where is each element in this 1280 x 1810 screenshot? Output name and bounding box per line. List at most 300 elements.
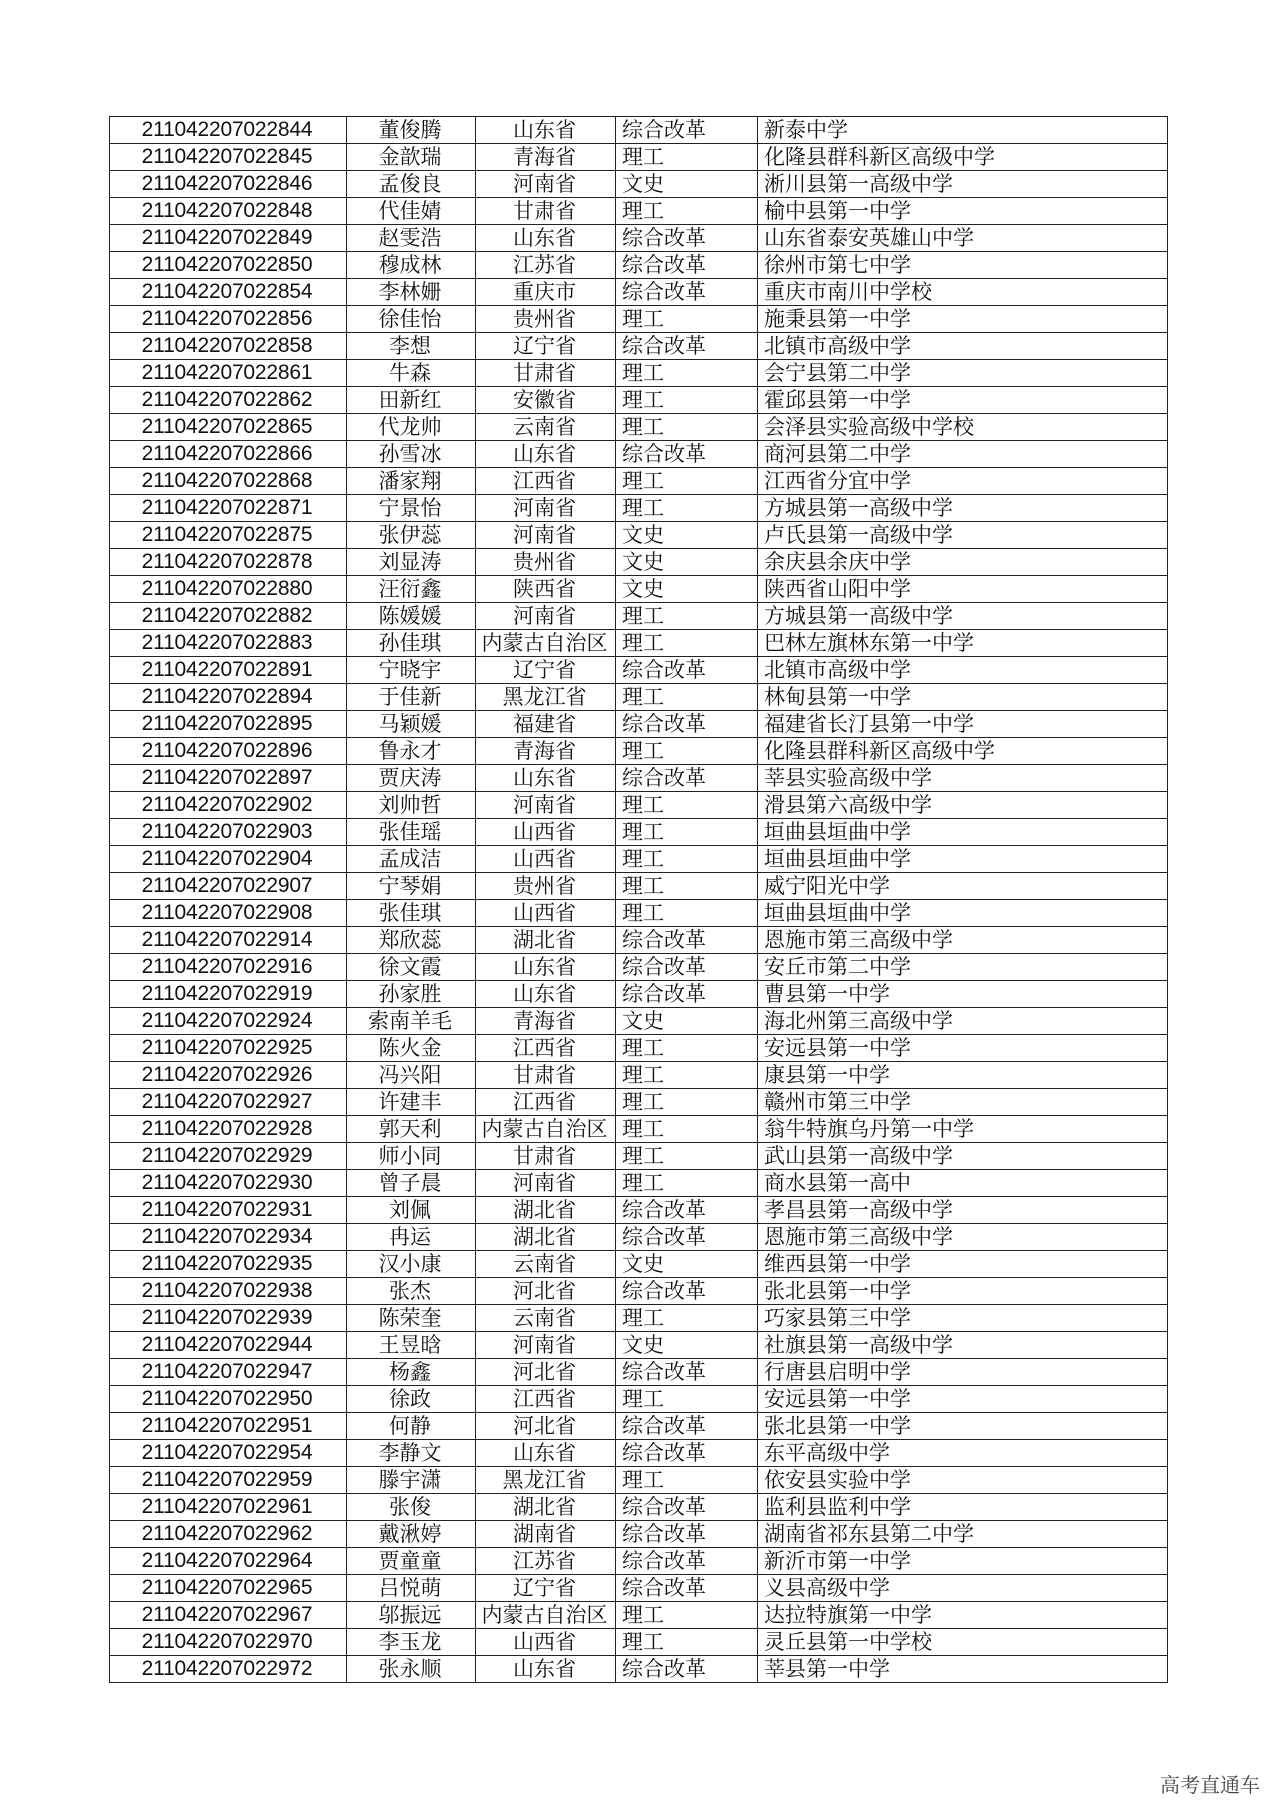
table-row	[110, 1251, 1168, 1278]
subject-category-cell: 综合改革	[616, 765, 758, 792]
province-cell: 湖北省	[476, 927, 616, 954]
province-cell: 云南省	[476, 1305, 616, 1332]
school-cell: 垣曲县垣曲中学	[758, 819, 1168, 846]
subject-category-cell: 综合改革	[616, 1656, 758, 1683]
province-cell: 湖南省	[476, 1521, 616, 1548]
province-cell: 湖北省	[476, 1224, 616, 1251]
school-cell: 会泽县实验高级中学校	[758, 414, 1168, 441]
province-cell: 青海省	[476, 738, 616, 765]
school-cell: 江西省分宜中学	[758, 468, 1168, 495]
table-row	[110, 1035, 1168, 1062]
exam-id-cell: 211042207022965	[110, 1575, 347, 1602]
school-cell: 新沂市第一中学	[758, 1548, 1168, 1575]
student-name-cell: 徐文霞	[347, 954, 476, 981]
school-cell: 维西县第一中学	[758, 1251, 1168, 1278]
subject-category-cell: 文史	[616, 522, 758, 549]
subject-category-cell: 综合改革	[616, 1413, 758, 1440]
school-cell: 会宁县第二中学	[758, 360, 1168, 387]
province-cell: 辽宁省	[476, 1575, 616, 1602]
school-cell: 赣州市第三中学	[758, 1089, 1168, 1116]
subject-category-cell: 理工	[616, 819, 758, 846]
student-name-cell: 李玉龙	[347, 1629, 476, 1656]
student-name-cell: 鲁永才	[347, 738, 476, 765]
subject-category-cell: 理工	[616, 603, 758, 630]
province-cell: 内蒙古自治区	[476, 1116, 616, 1143]
student-name-cell: 曾子晨	[347, 1170, 476, 1197]
exam-id-cell: 211042207022858	[110, 333, 347, 360]
school-cell: 林甸县第一中学	[758, 684, 1168, 711]
exam-id-cell: 211042207022848	[110, 198, 347, 225]
student-name-cell: 汪衍鑫	[347, 576, 476, 603]
table-row	[110, 711, 1168, 738]
subject-category-cell: 理工	[616, 900, 758, 927]
province-cell: 河南省	[476, 1170, 616, 1197]
watermark-text: 高考直通车	[1160, 1773, 1260, 1797]
province-cell: 山东省	[476, 981, 616, 1008]
subject-category-cell: 综合改革	[616, 1224, 758, 1251]
province-cell: 河南省	[476, 495, 616, 522]
exam-id-cell: 211042207022927	[110, 1089, 347, 1116]
exam-id-cell: 211042207022850	[110, 252, 347, 279]
subject-category-cell: 文史	[616, 1251, 758, 1278]
subject-category-cell: 理工	[616, 1116, 758, 1143]
exam-id-cell: 211042207022902	[110, 792, 347, 819]
school-cell: 海北州第三高级中学	[758, 1008, 1168, 1035]
subject-category-cell: 理工	[616, 360, 758, 387]
province-cell: 江西省	[476, 1089, 616, 1116]
subject-category-cell: 理工	[616, 738, 758, 765]
student-name-cell: 穆成林	[347, 252, 476, 279]
subject-category-cell: 综合改革	[616, 1521, 758, 1548]
province-cell: 安徽省	[476, 387, 616, 414]
student-name-cell: 何静	[347, 1413, 476, 1440]
student-name-cell: 陈火金	[347, 1035, 476, 1062]
student-name-cell: 张永顺	[347, 1656, 476, 1683]
subject-category-cell: 综合改革	[616, 252, 758, 279]
exam-id-cell: 211042207022928	[110, 1116, 347, 1143]
province-cell: 青海省	[476, 1008, 616, 1035]
student-name-cell: 许建丰	[347, 1089, 476, 1116]
province-cell: 福建省	[476, 711, 616, 738]
table-row	[110, 1278, 1168, 1305]
exam-id-cell: 211042207022903	[110, 819, 347, 846]
table-row	[110, 1089, 1168, 1116]
school-cell: 福建省长汀县第一中学	[758, 711, 1168, 738]
province-cell: 河北省	[476, 1359, 616, 1386]
province-cell: 辽宁省	[476, 657, 616, 684]
school-cell: 武山县第一高级中学	[758, 1143, 1168, 1170]
table-row	[110, 414, 1168, 441]
school-cell: 监利县监利中学	[758, 1494, 1168, 1521]
subject-category-cell: 综合改革	[616, 927, 758, 954]
admission-roster-table	[109, 116, 1168, 1683]
student-name-cell: 马颖媛	[347, 711, 476, 738]
school-cell: 莘县实验高级中学	[758, 765, 1168, 792]
subject-category-cell: 文史	[616, 1008, 758, 1035]
table-row	[110, 171, 1168, 198]
student-name-cell: 李林姗	[347, 279, 476, 306]
exam-id-cell: 211042207022951	[110, 1413, 347, 1440]
subject-category-cell: 理工	[616, 684, 758, 711]
subject-category-cell: 综合改革	[616, 1278, 758, 1305]
province-cell: 山西省	[476, 819, 616, 846]
subject-category-cell: 综合改革	[616, 954, 758, 981]
province-cell: 甘肃省	[476, 360, 616, 387]
province-cell: 山东省	[476, 117, 616, 144]
subject-category-cell: 理工	[616, 792, 758, 819]
student-name-cell: 王昱晗	[347, 1332, 476, 1359]
table-row	[110, 387, 1168, 414]
province-cell: 重庆市	[476, 279, 616, 306]
exam-id-cell: 211042207022861	[110, 360, 347, 387]
student-name-cell: 刘显涛	[347, 549, 476, 576]
exam-id-cell: 211042207022938	[110, 1278, 347, 1305]
subject-category-cell: 综合改革	[616, 1575, 758, 1602]
province-cell: 甘肃省	[476, 198, 616, 225]
school-cell: 行唐县启明中学	[758, 1359, 1168, 1386]
table-row	[110, 1467, 1168, 1494]
table-row	[110, 981, 1168, 1008]
exam-id-cell: 211042207022845	[110, 144, 347, 171]
province-cell: 河北省	[476, 1413, 616, 1440]
province-cell: 山东省	[476, 441, 616, 468]
table-row	[110, 900, 1168, 927]
student-name-cell: 宁晓宇	[347, 657, 476, 684]
student-name-cell: 金歆瑞	[347, 144, 476, 171]
subject-category-cell: 理工	[616, 1035, 758, 1062]
school-cell: 安远县第一中学	[758, 1035, 1168, 1062]
student-name-cell: 张杰	[347, 1278, 476, 1305]
student-name-cell: 戴湫婷	[347, 1521, 476, 1548]
province-cell: 山西省	[476, 1629, 616, 1656]
table-row	[110, 954, 1168, 981]
province-cell: 山东省	[476, 954, 616, 981]
subject-category-cell: 理工	[616, 846, 758, 873]
subject-category-cell: 文史	[616, 1332, 758, 1359]
province-cell: 黑龙江省	[476, 684, 616, 711]
exam-id-cell: 211042207022961	[110, 1494, 347, 1521]
school-cell: 灵丘县第一中学校	[758, 1629, 1168, 1656]
student-name-cell: 杨鑫	[347, 1359, 476, 1386]
subject-category-cell: 理工	[616, 630, 758, 657]
subject-category-cell: 综合改革	[616, 225, 758, 252]
subject-category-cell: 综合改革	[616, 1494, 758, 1521]
exam-id-cell: 211042207022866	[110, 441, 347, 468]
subject-category-cell: 综合改革	[616, 279, 758, 306]
exam-id-cell: 211042207022908	[110, 900, 347, 927]
subject-category-cell: 综合改革	[616, 117, 758, 144]
exam-id-cell: 211042207022854	[110, 279, 347, 306]
subject-category-cell: 理工	[616, 1467, 758, 1494]
student-name-cell: 滕宇潇	[347, 1467, 476, 1494]
school-cell: 张北县第一中学	[758, 1278, 1168, 1305]
school-cell: 安丘市第二中学	[758, 954, 1168, 981]
province-cell: 甘肃省	[476, 1062, 616, 1089]
school-cell: 商水县第一高中	[758, 1170, 1168, 1197]
school-cell: 恩施市第三高级中学	[758, 1224, 1168, 1251]
table-row	[110, 873, 1168, 900]
subject-category-cell: 理工	[616, 1386, 758, 1413]
student-name-cell: 李想	[347, 333, 476, 360]
exam-id-cell: 211042207022944	[110, 1332, 347, 1359]
school-cell: 北镇市高级中学	[758, 657, 1168, 684]
school-cell: 安远县第一中学	[758, 1386, 1168, 1413]
exam-id-cell: 211042207022959	[110, 1467, 347, 1494]
province-cell: 云南省	[476, 414, 616, 441]
subject-category-cell: 综合改革	[616, 657, 758, 684]
subject-category-cell: 综合改革	[616, 981, 758, 1008]
table-row	[110, 306, 1168, 333]
province-cell: 河南省	[476, 1332, 616, 1359]
province-cell: 山西省	[476, 900, 616, 927]
table-row	[110, 1440, 1168, 1467]
school-cell: 陕西省山阳中学	[758, 576, 1168, 603]
student-name-cell: 张佳瑶	[347, 819, 476, 846]
exam-id-cell: 211042207022972	[110, 1656, 347, 1683]
exam-id-cell: 211042207022924	[110, 1008, 347, 1035]
exam-id-cell: 211042207022939	[110, 1305, 347, 1332]
school-cell: 滑县第六高级中学	[758, 792, 1168, 819]
table-row	[110, 1656, 1168, 1683]
province-cell: 江苏省	[476, 1548, 616, 1575]
province-cell: 河南省	[476, 171, 616, 198]
exam-id-cell: 211042207022907	[110, 873, 347, 900]
table-row	[110, 1521, 1168, 1548]
student-name-cell: 刘帅哲	[347, 792, 476, 819]
subject-category-cell: 综合改革	[616, 1197, 758, 1224]
school-cell: 莘县第一中学	[758, 1656, 1168, 1683]
table-row	[110, 522, 1168, 549]
student-name-cell: 贾童童	[347, 1548, 476, 1575]
exam-id-cell: 211042207022904	[110, 846, 347, 873]
province-cell: 河南省	[476, 522, 616, 549]
table-row	[110, 252, 1168, 279]
student-name-cell: 冯兴阳	[347, 1062, 476, 1089]
student-name-cell: 贾庆涛	[347, 765, 476, 792]
table-row	[110, 630, 1168, 657]
table-row	[110, 576, 1168, 603]
school-cell: 化隆县群科新区高级中学	[758, 738, 1168, 765]
table-row	[110, 1332, 1168, 1359]
table-row	[110, 360, 1168, 387]
student-name-cell: 吕悦萌	[347, 1575, 476, 1602]
exam-id-cell: 211042207022897	[110, 765, 347, 792]
subject-category-cell: 理工	[616, 1170, 758, 1197]
province-cell: 青海省	[476, 144, 616, 171]
province-cell: 江西省	[476, 468, 616, 495]
student-name-cell: 孟成洁	[347, 846, 476, 873]
table-row	[110, 1170, 1168, 1197]
student-name-cell: 代佳婧	[347, 198, 476, 225]
table-row	[110, 1602, 1168, 1629]
school-cell: 卢氏县第一高级中学	[758, 522, 1168, 549]
school-cell: 榆中县第一中学	[758, 198, 1168, 225]
school-cell: 北镇市高级中学	[758, 333, 1168, 360]
exam-id-cell: 211042207022929	[110, 1143, 347, 1170]
province-cell: 湖北省	[476, 1197, 616, 1224]
province-cell: 陕西省	[476, 576, 616, 603]
student-name-cell: 代龙帅	[347, 414, 476, 441]
table-row	[110, 144, 1168, 171]
table-row	[110, 198, 1168, 225]
subject-category-cell: 综合改革	[616, 333, 758, 360]
province-cell: 甘肃省	[476, 1143, 616, 1170]
school-cell: 社旗县第一高级中学	[758, 1332, 1168, 1359]
table-row	[110, 333, 1168, 360]
school-cell: 达拉特旗第一中学	[758, 1602, 1168, 1629]
student-name-cell: 孙佳琪	[347, 630, 476, 657]
table-row	[110, 1359, 1168, 1386]
exam-id-cell: 211042207022935	[110, 1251, 347, 1278]
school-cell: 山东省泰安英雄山中学	[758, 225, 1168, 252]
exam-id-cell: 211042207022925	[110, 1035, 347, 1062]
student-name-cell: 潘家翔	[347, 468, 476, 495]
exam-id-cell: 211042207022926	[110, 1062, 347, 1089]
exam-id-cell: 211042207022883	[110, 630, 347, 657]
table-row	[110, 1062, 1168, 1089]
table-row	[110, 441, 1168, 468]
student-name-cell: 于佳新	[347, 684, 476, 711]
table-row	[110, 1197, 1168, 1224]
subject-category-cell: 理工	[616, 1602, 758, 1629]
school-cell: 威宁阳光中学	[758, 873, 1168, 900]
table-row	[110, 792, 1168, 819]
school-cell: 重庆市南川中学校	[758, 279, 1168, 306]
subject-category-cell: 理工	[616, 873, 758, 900]
exam-id-cell: 211042207022882	[110, 603, 347, 630]
student-name-cell: 田新红	[347, 387, 476, 414]
school-cell: 垣曲县垣曲中学	[758, 900, 1168, 927]
exam-id-cell: 211042207022895	[110, 711, 347, 738]
student-name-cell: 孙家胜	[347, 981, 476, 1008]
table-row	[110, 603, 1168, 630]
student-name-cell: 宁琴娟	[347, 873, 476, 900]
student-name-cell: 孙雪冰	[347, 441, 476, 468]
exam-id-cell: 211042207022964	[110, 1548, 347, 1575]
subject-category-cell: 理工	[616, 1629, 758, 1656]
student-name-cell: 郭天利	[347, 1116, 476, 1143]
province-cell: 河北省	[476, 1278, 616, 1305]
school-cell: 徐州市第七中学	[758, 252, 1168, 279]
table-row	[110, 1575, 1168, 1602]
exam-id-cell: 211042207022916	[110, 954, 347, 981]
subject-category-cell: 理工	[616, 495, 758, 522]
exam-id-cell: 211042207022930	[110, 1170, 347, 1197]
school-cell: 张北县第一中学	[758, 1413, 1168, 1440]
province-cell: 湖北省	[476, 1494, 616, 1521]
province-cell: 江西省	[476, 1386, 616, 1413]
exam-id-cell: 211042207022896	[110, 738, 347, 765]
province-cell: 贵州省	[476, 873, 616, 900]
student-name-cell: 牛森	[347, 360, 476, 387]
table-row	[110, 117, 1168, 144]
province-cell: 内蒙古自治区	[476, 630, 616, 657]
student-name-cell: 李静文	[347, 1440, 476, 1467]
student-name-cell: 汉小康	[347, 1251, 476, 1278]
student-name-cell: 张佳琪	[347, 900, 476, 927]
subject-category-cell: 综合改革	[616, 711, 758, 738]
student-name-cell: 张伊蕊	[347, 522, 476, 549]
school-cell: 施秉县第一中学	[758, 306, 1168, 333]
table-row	[110, 549, 1168, 576]
exam-id-cell: 211042207022868	[110, 468, 347, 495]
province-cell: 黑龙江省	[476, 1467, 616, 1494]
province-cell: 内蒙古自治区	[476, 1602, 616, 1629]
exam-id-cell: 211042207022894	[110, 684, 347, 711]
table-row	[110, 657, 1168, 684]
school-cell: 恩施市第三高级中学	[758, 927, 1168, 954]
subject-category-cell: 理工	[616, 468, 758, 495]
province-cell: 云南省	[476, 1251, 616, 1278]
subject-category-cell: 理工	[616, 1089, 758, 1116]
student-name-cell: 孟俊良	[347, 171, 476, 198]
subject-category-cell: 综合改革	[616, 1359, 758, 1386]
school-cell: 淅川县第一高级中学	[758, 171, 1168, 198]
student-name-cell: 董俊腾	[347, 117, 476, 144]
subject-category-cell: 理工	[616, 1143, 758, 1170]
student-name-cell: 邬振远	[347, 1602, 476, 1629]
table-row	[110, 1548, 1168, 1575]
school-cell: 方城县第一高级中学	[758, 495, 1168, 522]
school-cell: 商河县第二中学	[758, 441, 1168, 468]
province-cell: 河南省	[476, 792, 616, 819]
school-cell: 孝昌县第一高级中学	[758, 1197, 1168, 1224]
school-cell: 翁牛特旗乌丹第一中学	[758, 1116, 1168, 1143]
subject-category-cell: 文史	[616, 576, 758, 603]
student-name-cell: 陈荣奎	[347, 1305, 476, 1332]
exam-id-cell: 211042207022891	[110, 657, 347, 684]
student-name-cell: 徐政	[347, 1386, 476, 1413]
exam-id-cell: 211042207022878	[110, 549, 347, 576]
student-name-cell: 刘佩	[347, 1197, 476, 1224]
exam-id-cell: 211042207022849	[110, 225, 347, 252]
school-cell: 霍邱县第一中学	[758, 387, 1168, 414]
school-cell: 东平高级中学	[758, 1440, 1168, 1467]
table-row	[110, 1224, 1168, 1251]
table-row	[110, 738, 1168, 765]
table-row	[110, 1116, 1168, 1143]
table-row	[110, 1305, 1168, 1332]
school-cell: 曹县第一中学	[758, 981, 1168, 1008]
exam-id-cell: 211042207022875	[110, 522, 347, 549]
roster-body	[110, 117, 1168, 1683]
exam-id-cell: 211042207022846	[110, 171, 347, 198]
province-cell: 贵州省	[476, 549, 616, 576]
exam-id-cell: 211042207022934	[110, 1224, 347, 1251]
subject-category-cell: 理工	[616, 306, 758, 333]
table-row	[110, 819, 1168, 846]
school-cell: 康县第一中学	[758, 1062, 1168, 1089]
province-cell: 江西省	[476, 1035, 616, 1062]
table-row	[110, 1629, 1168, 1656]
table-row	[110, 225, 1168, 252]
exam-id-cell: 211042207022954	[110, 1440, 347, 1467]
school-cell: 湖南省祁东县第二中学	[758, 1521, 1168, 1548]
table-row	[110, 765, 1168, 792]
subject-category-cell: 文史	[616, 171, 758, 198]
student-name-cell: 徐佳怡	[347, 306, 476, 333]
student-name-cell: 索南羊毛	[347, 1008, 476, 1035]
table-row	[110, 1143, 1168, 1170]
province-cell: 山东省	[476, 225, 616, 252]
subject-category-cell: 理工	[616, 198, 758, 225]
exam-id-cell: 211042207022950	[110, 1386, 347, 1413]
exam-id-cell: 211042207022844	[110, 117, 347, 144]
student-name-cell: 冉运	[347, 1224, 476, 1251]
province-cell: 山西省	[476, 846, 616, 873]
school-cell: 化隆县群科新区高级中学	[758, 144, 1168, 171]
province-cell: 辽宁省	[476, 333, 616, 360]
